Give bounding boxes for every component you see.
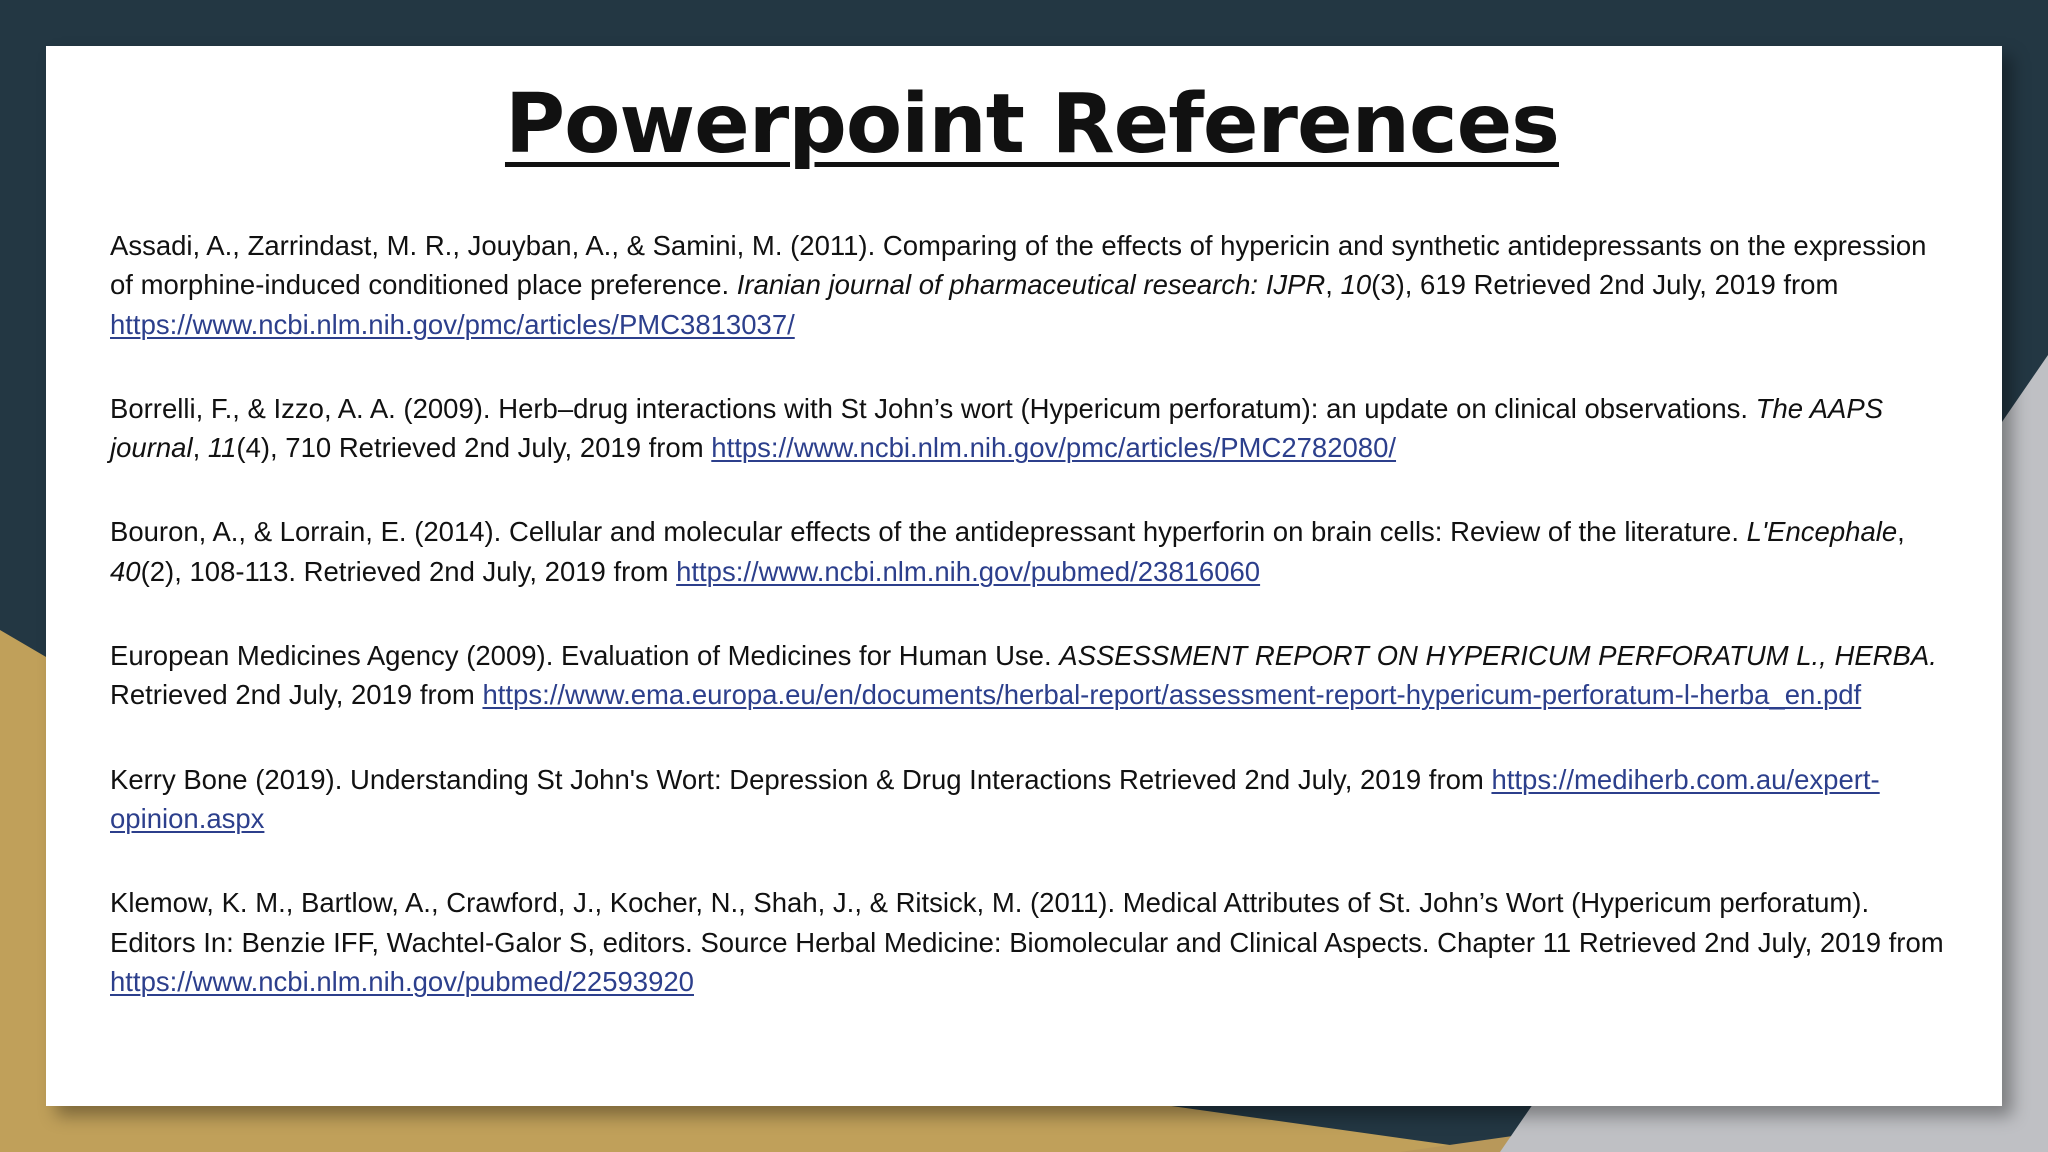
- page-title: [0, 70, 2048, 180]
- reference-text: European Medicines Agency (2009). Evaluation of Medicines for Human Use.: [110, 640, 1060, 672]
- reference-text-post: (3), 619 Retrieved 2nd July, 2019 from: [1371, 269, 1839, 301]
- reference-item: [110, 636, 1944, 715]
- reference-text: Bouron, A., & Lorrain, E. (2014). Cellular and molecular effects of the antidepressant hyperforin on brain cells: Review of the literature.: [110, 516, 1747, 548]
- reference-link[interactable]: https://www.ncbi.nlm.nih.gov/pmc/articles/PMC3813037/: [110, 308, 795, 340]
- reference-link[interactable]: https://www.ncbi.nlm.nih.gov/pmc/articles/PMC2782080/: [711, 432, 1397, 464]
- reference-text: Assadi, A., Zarrindast, M. R., Jouyban, A., & Samini, M. (2011). Comparing of the effects of hypericin and synthetic antidepressants on the expression of morphine-induced conditioned place preference.: [110, 230, 1927, 301]
- reference-item: [110, 226, 1944, 344]
- reference-text: Borrelli, F., & Izzo, A. A. (2009). Herb–drug interactions with St John’s wort (Hypericum perforatum): an update on clinical observations.: [110, 392, 1756, 424]
- reference-journal: Iranian journal of pharmaceutical research: IJPR: [736, 269, 1326, 301]
- page-title-text: Powerpoint References: [504, 77, 1559, 172]
- reference-link[interactable]: https://www.ncbi.nlm.nih.gov/pubmed/23816060: [676, 555, 1261, 587]
- reference-text: Klemow, K. M., Bartlow, A., Crawford, J., Kocher, N., Shah, J., & Ritsick, M. (2011). Medical Attributes of St. John’s Wort (Hypericum perforatum). Editors In: Benzie IFF, Wachtel-Galor S, editors. Source Herbal Medicine: Biomolecular and Clinical Aspects. Chapter 11 Retrieved 2nd July, 2019 from: [110, 887, 1944, 958]
- reference-journal: L'Encephale: [1746, 516, 1898, 548]
- reference-separator: ,: [1325, 269, 1341, 301]
- reference-link[interactable]: https://mediherb.com.au/expert-opinion.aspx: [110, 763, 1880, 834]
- reference-text-post: (2), 108-113. Retrieved 2nd July, 2019 from: [140, 555, 677, 587]
- reference-volume: 10: [1340, 269, 1372, 301]
- reference-item: [110, 760, 1944, 839]
- reference-list: [110, 226, 1944, 1001]
- reference-text-post: Retrieved 2nd July, 2019 from: [110, 679, 483, 711]
- reference-link[interactable]: https://www.ncbi.nlm.nih.gov/pubmed/22593920: [110, 965, 694, 997]
- reference-text: Kerry Bone (2019). Understanding St John's Wort: Depression & Drug Interactions Retrieved 2nd July, 2019 from: [110, 763, 1492, 795]
- reference-volume: 11: [207, 432, 237, 464]
- reference-separator: ,: [192, 432, 208, 464]
- reference-separator: ,: [1897, 516, 1905, 548]
- reference-item: [110, 389, 1944, 468]
- reference-link[interactable]: https://www.ema.europa.eu/en/documents/herbal-report/assessment-report-hypericum-perforatum-l-herba_en.pdf: [482, 679, 1862, 711]
- reference-item: [110, 883, 1944, 1001]
- reference-journal: ASSESSMENT REPORT ON HYPERICUM PERFORATUM L., HERBA.: [1059, 640, 1937, 672]
- reference-volume: 40: [110, 555, 141, 587]
- reference-journal: The AAPS journal: [110, 392, 1884, 464]
- reference-item: [110, 512, 1944, 591]
- reference-text-post: (4), 710 Retrieved 2nd July, 2019 from: [236, 432, 712, 464]
